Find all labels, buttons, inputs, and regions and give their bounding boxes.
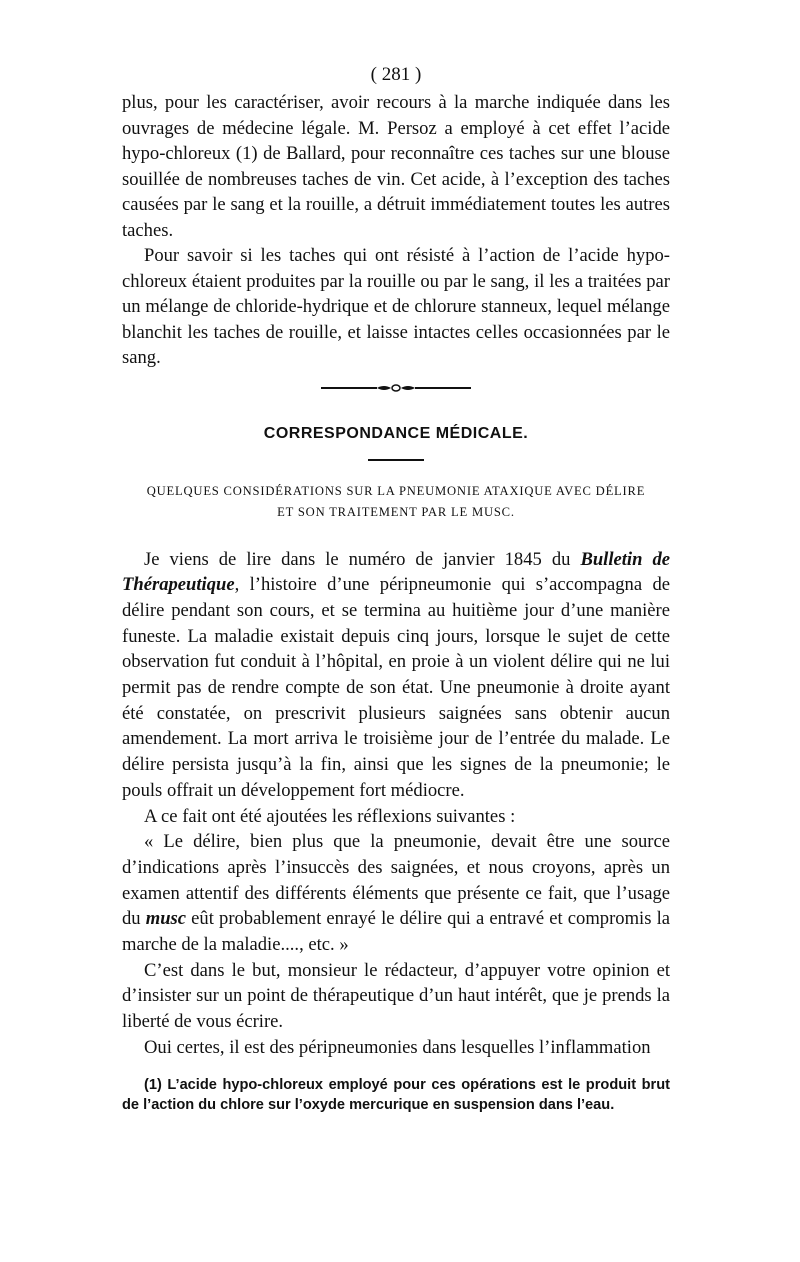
ornament-divider-icon — [321, 383, 471, 393]
section-title: CORRESPONDANCE MÉDICALE. — [263, 424, 529, 442]
subtitle-line-1: QUELQUES CONSIDÉRATIONS SUR LA PNEUMONIE ATAXIQUE AVEC DÉLIRE — [146, 483, 646, 498]
title-rule — [368, 459, 424, 461]
body-paragraph-3: « Le délire, bien plus que la pneumonie, devait être une source d’indications après l’insuccès des saignées, et nous croyons, après un examen attentif des différents éléments que présente ce fait, que l’usage du musc eût probablement enrayé le délire qui a entravé et compromis la marche de la maladie...., etc. » — [122, 831, 670, 956]
body-paragraph-4: C’est dans le but, monsieur le rédacteur, d’appuyer votre opinion et d’insister sur un point de thérapeutique d’un haut intérêt, que je prends la liberté de vous écrire. — [122, 959, 670, 1033]
footnote: (1) L’acide hypo-chloreux employé pour ces opérations est le produit brut de l’action du chlore sur l’oxyde mercurique en suspension dans l’eau. — [122, 1076, 670, 1113]
article-subtitle — [122, 481, 670, 523]
body-paragraph-1: Je viens de lire dans le numéro de janvier 1845 du Bulletin de Thérapeutique, l’histoire d’une péripneumonie qui s’accompagna de délire pendant son cours, et se termina au huitième jour d’une manière funeste. La maladie existait depuis cinq jours, lorsque le sujet de cette observation fut conduit à l’hôpital, en proie à un violent délire qui ne lui permit pas de rendre compte de son état. Une pneumonie à droite ayant été constatée, on prescrivit plusieurs saignées sans obtenir aucun amendement. La mort arriva le troisième jour de l’entrée du malade. Le délire persista jusqu’à la fin, ainsi que les signes de la pneumonie; le pouls offrait un développement fort médiocre. — [122, 548, 670, 801]
emphasis-musc: musc — [145, 908, 187, 930]
body-paragraph-2: A ce fait ont été ajoutées les réflexions suivantes : — [144, 805, 516, 827]
subtitle-line-2: ET SON TRAITEMENT PAR LE MUSC. — [277, 504, 515, 519]
page-number: ( 281 ) — [370, 64, 422, 85]
book-page — [122, 62, 670, 1115]
intro-paragraph-1: plus, pour les caractériser, avoir recours à la marche indiquée dans les ouvrages de médecine légale. M. Persoz a employé à cet effet l’acide hypo-chloreux (1) de Ballard, pour reconnaître ces taches sur une blouse souillée de nombreuses taches de vin. Cet acide, à l’exception des taches causées par le sang et la rouille, a détruit immédiatement toutes les autres taches. — [122, 92, 670, 241]
journal-title: Bulletin de Thérapeutique — [122, 548, 670, 596]
letter-body — [122, 547, 670, 1061]
intro-paragraph-2: Pour savoir si les taches qui ont résisté à l’action de l’acide hypo-chloreux étaient produites par la rouille ou par le sang, il les a traitées par un mélange de chloride-hydrique et de chlorure stanneux, lequel mélange blanchit les taches de rouille, et laisse intactes celles occasionnées par le sang. — [122, 245, 670, 368]
body-paragraph-5: Oui certes, il est des péripneumonies dans lesquelles l’inflammation — [144, 1036, 651, 1058]
